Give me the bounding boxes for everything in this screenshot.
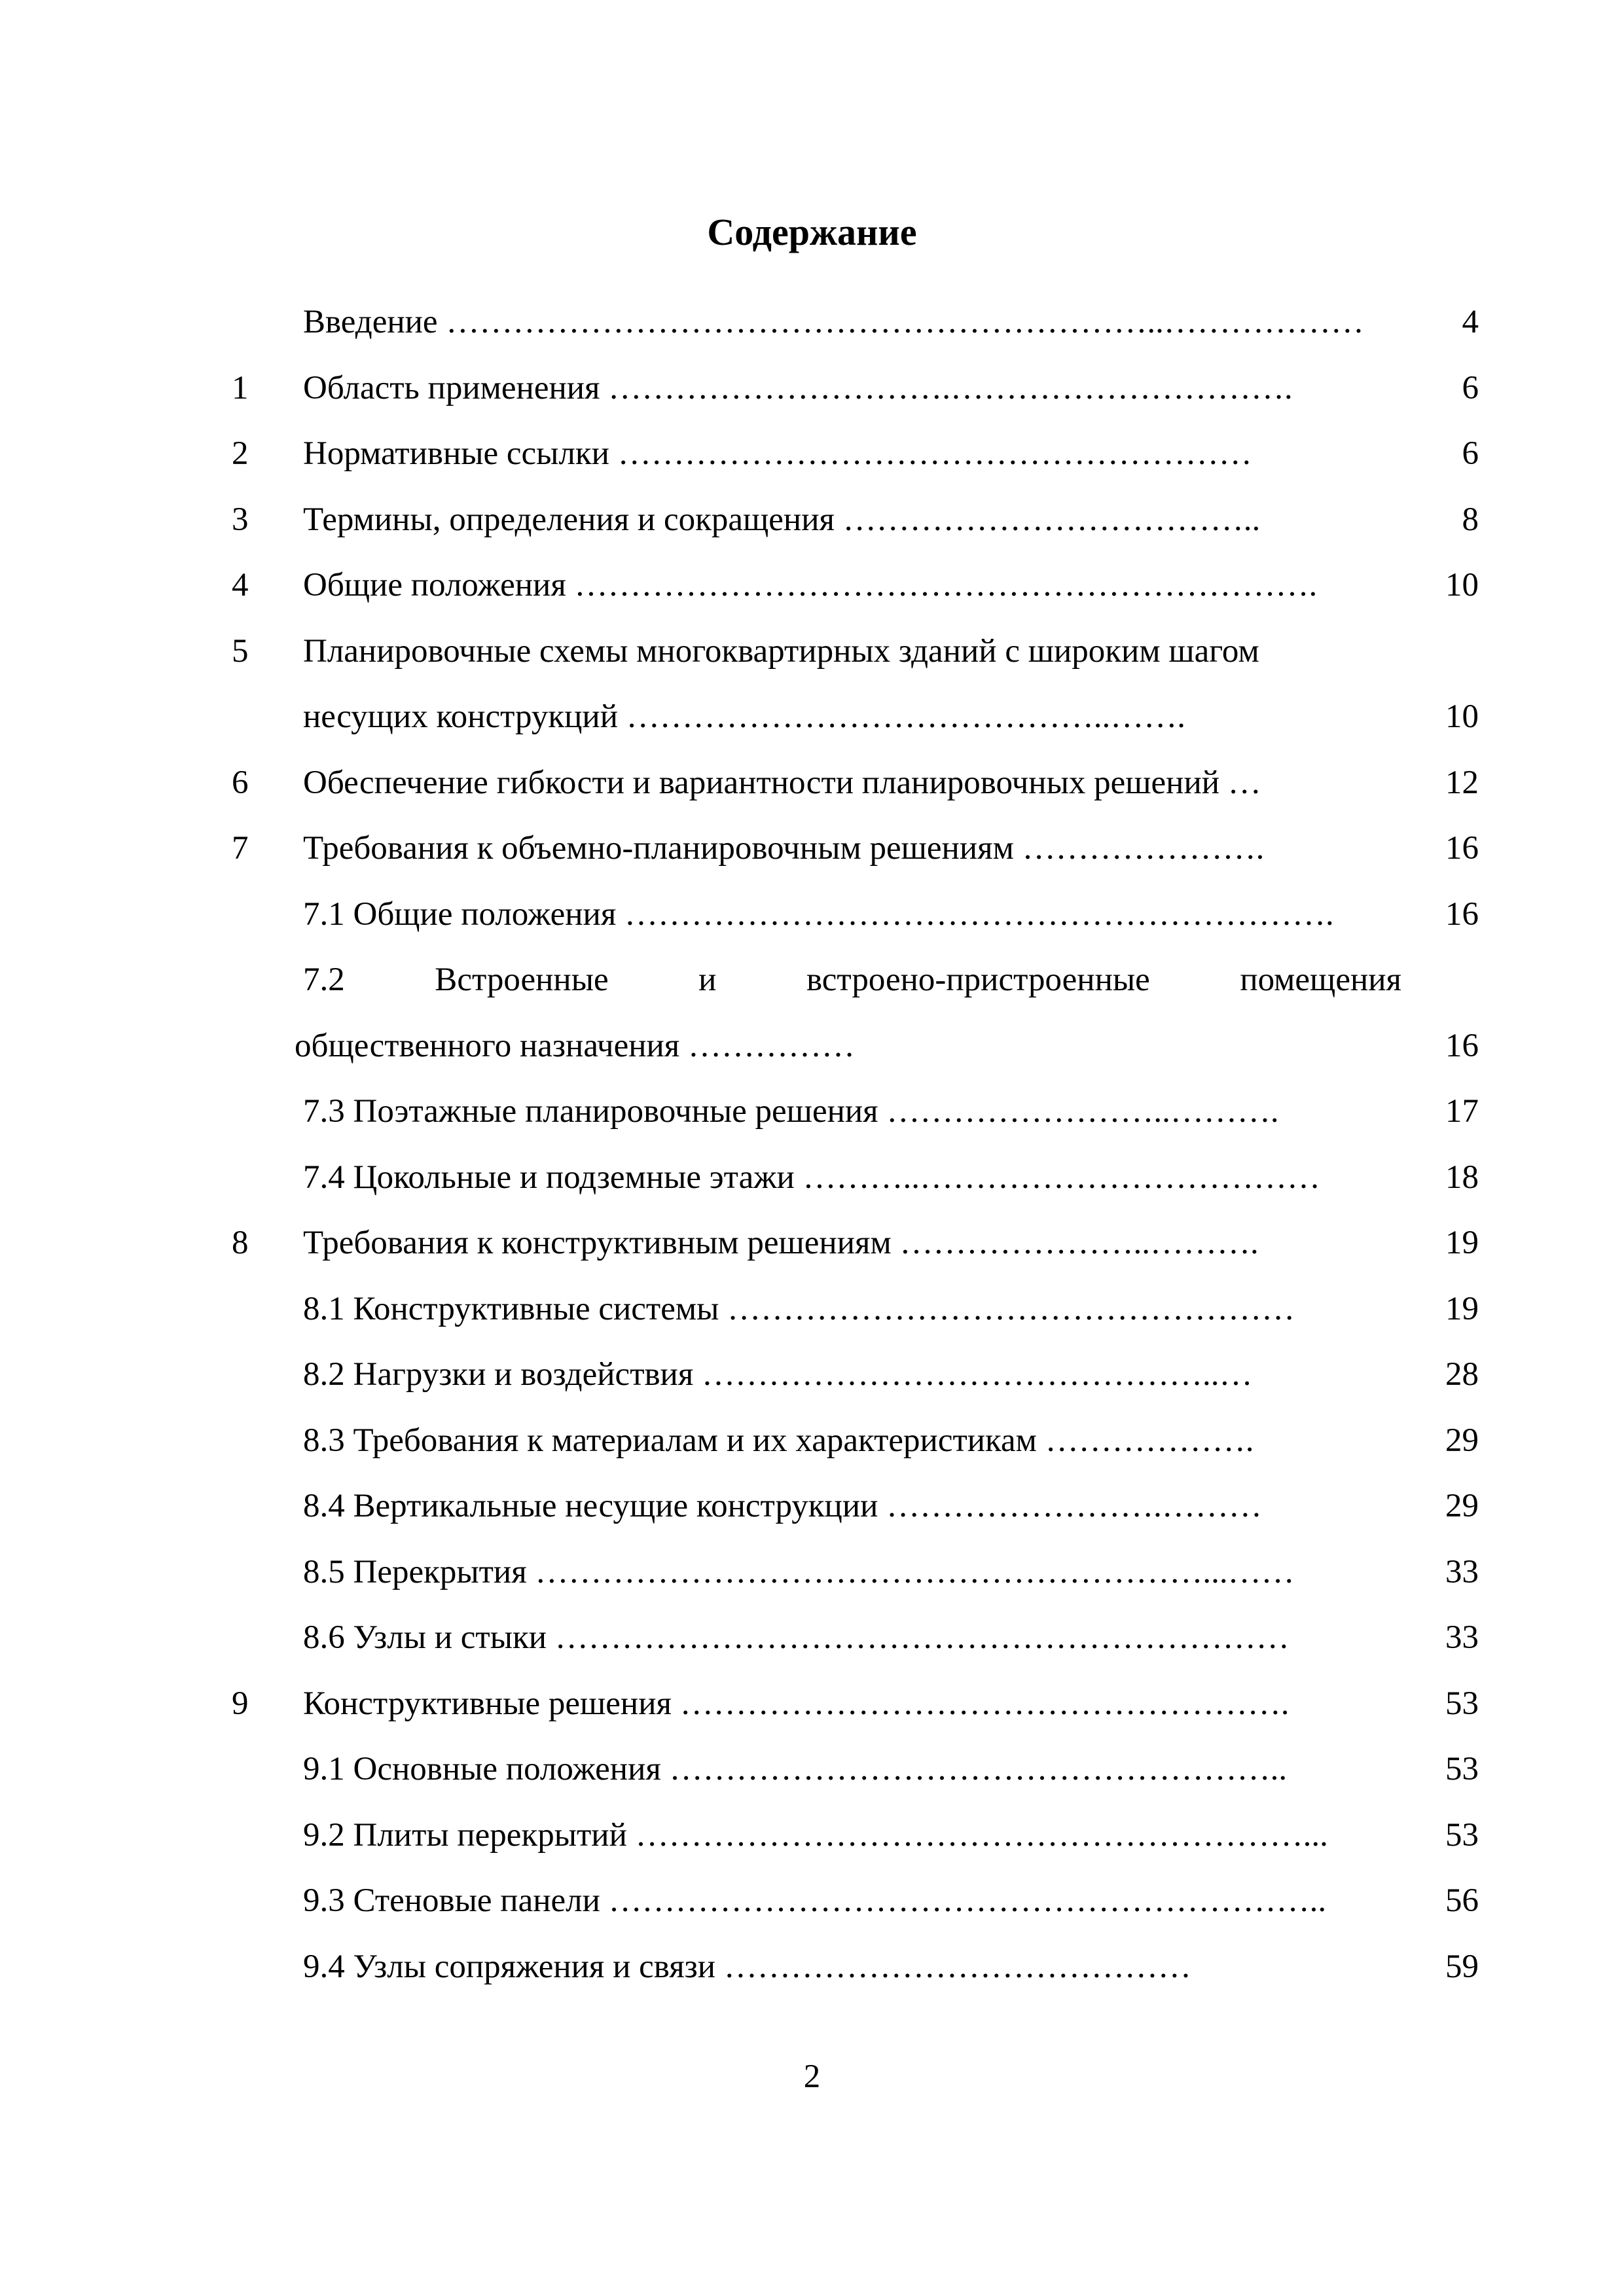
toc-entry-title: 8.5 Перекрытия ……………………………………………………...…… — [303, 1554, 1295, 1590]
toc-entry-title: 9.1 Основные положения ……………………………………………….. — [303, 1751, 1288, 1787]
toc-entry-title: Нормативные ссылки ………………………………………………… — [303, 435, 1252, 472]
toc-entry-9[interactable] — [0, 1687, 1624, 1740]
toc-entry-page: 16 — [1445, 830, 1479, 867]
toc-entry-7-2-continued[interactable] — [0, 1030, 1624, 1082]
toc-entry-number: 3 — [232, 501, 249, 538]
toc-entry-title: Требования к объемно-планировочным решениям …………………. — [303, 830, 1265, 867]
toc-entry-page: 33 — [1445, 1554, 1479, 1590]
toc-entry-page: 4 — [1462, 304, 1479, 340]
toc-entry-5-continued[interactable] — [0, 700, 1624, 753]
toc-entry-number: 2 — [232, 435, 249, 472]
toc-entry-8[interactable] — [0, 1227, 1624, 1279]
toc-entry-title: 7.1 Общие положения ………………………………………………………. — [303, 896, 1334, 933]
toc-entry-number: 9 — [232, 1685, 249, 1722]
toc-entry-7-2[interactable] — [0, 963, 1624, 1016]
toc-entry-page: 17 — [1445, 1093, 1479, 1130]
toc-entry-9-4[interactable] — [0, 1950, 1624, 2003]
toc-entry-9-1[interactable] — [0, 1753, 1624, 1805]
toc-entry-page: 19 — [1445, 1291, 1479, 1327]
toc-entry-page: 12 — [1445, 764, 1479, 801]
toc-entry-2[interactable] — [0, 437, 1624, 490]
toc-entry-page: 53 — [1445, 1685, 1479, 1722]
page-number: 2 — [803, 2058, 821, 2095]
toc-entry-page: 10 — [1445, 567, 1479, 603]
toc-entry-page: 16 — [1445, 1028, 1479, 1064]
toc-entry-number: 7 — [232, 830, 249, 867]
toc-entry-title: Конструктивные решения ………………………………………………. — [303, 1685, 1290, 1722]
toc-entry-title: 8.3 Требования к материалам и их характеристикам ………………. — [303, 1422, 1254, 1459]
toc-entry-page: 29 — [1445, 1488, 1479, 1524]
toc-entry-8-6[interactable] — [0, 1621, 1624, 1674]
page-title: Содержание — [707, 211, 917, 253]
toc-entry-number: 1 — [232, 370, 249, 406]
toc-entry-page: 33 — [1445, 1619, 1479, 1656]
toc-entry-9-3[interactable] — [0, 1884, 1624, 1937]
toc-entry-title: 7.3 Поэтажные планировочные решения ……………………..………. — [303, 1093, 1279, 1130]
toc-entry-page: 16 — [1445, 896, 1479, 933]
toc-entry-title: Область применения ………………………….…………………………. — [303, 370, 1293, 406]
toc-entry-title: 8.1 Конструктивные системы …………………………………………… — [303, 1291, 1295, 1327]
toc-entry-number: 5 — [232, 633, 249, 670]
toc-entry-number: 8 — [232, 1225, 249, 1261]
toc-entry-title: 8.2 Нагрузки и воздействия ………………………………………..… — [303, 1356, 1253, 1393]
toc-entry-page: 18 — [1445, 1159, 1479, 1196]
toc-entry-title: Планировочные схемы многоквартирных зданий с широким шагом — [303, 633, 1259, 670]
toc-entry-3[interactable] — [0, 503, 1624, 556]
toc-entry-title: общественного назначения …………… — [295, 1028, 855, 1064]
toc-entry-8-4[interactable] — [0, 1490, 1624, 1542]
toc-entry-7-1[interactable] — [0, 898, 1624, 950]
toc-entry-5[interactable] — [0, 635, 1624, 687]
toc-entry-title: Введение ………………………………………………………..……………… — [303, 304, 1364, 340]
toc-entry-page: 53 — [1445, 1751, 1479, 1787]
toc-entry-7[interactable] — [0, 832, 1624, 884]
toc-entry-title: 7.4 Цокольные и подземные этажи ………..……………………………… — [303, 1159, 1320, 1196]
toc-entry-title: 7.2 Встроенные и встроено-пристроенные помещения — [303, 961, 1401, 998]
toc-entry-8-5[interactable] — [0, 1556, 1624, 1608]
toc-entry-title: 9.2 Плиты перекрытий ……………………………………………………... — [303, 1817, 1328, 1854]
toc-entry-4[interactable] — [0, 569, 1624, 621]
toc-entry-title: Обеспечение гибкости и вариантности планировочных решений … — [303, 764, 1261, 801]
toc-entry-page: 6 — [1462, 370, 1479, 406]
toc-entry-9-2[interactable] — [0, 1819, 1624, 1871]
toc-entry-page: 10 — [1445, 698, 1479, 735]
toc-entry-title: 8.4 Вертикальные несущие конструкции …………………….……… — [303, 1488, 1262, 1524]
toc-entry-7-4[interactable] — [0, 1161, 1624, 1213]
toc-entry-title: Общие положения …………………………………………………………. — [303, 567, 1318, 603]
toc-entry-7-3[interactable] — [0, 1095, 1624, 1147]
toc-entry-title: несущих конструкций ……………………………………..……. — [303, 698, 1185, 735]
toc-entry-8-2[interactable] — [0, 1358, 1624, 1410]
toc-entry-page: 8 — [1462, 501, 1479, 538]
toc-entry-page: 29 — [1445, 1422, 1479, 1459]
toc-entry-number: 6 — [232, 764, 249, 801]
toc-entry-title: 9.4 Узлы сопряжения и связи …………………………………… — [303, 1948, 1191, 1985]
toc-entry-page: 19 — [1445, 1225, 1479, 1261]
toc-entry-8-3[interactable] — [0, 1424, 1624, 1477]
toc-entry-title: 9.3 Стеновые панели ……………………………………………………….. — [303, 1882, 1327, 1919]
toc-entry-number: 4 — [232, 567, 249, 603]
toc-entry-6[interactable] — [0, 766, 1624, 819]
toc-entry-title: Термины, определения и сокращения ……………………………….. — [303, 501, 1261, 538]
toc-entry-title: 8.6 Узлы и стыки ………………………………………………………… — [303, 1619, 1290, 1656]
toc-entry-8-1[interactable] — [0, 1293, 1624, 1345]
toc-entry-page: 28 — [1445, 1356, 1479, 1393]
toc-entry-page: 53 — [1445, 1817, 1479, 1854]
toc-entry-1[interactable] — [0, 372, 1624, 424]
toc-entry-page: 6 — [1462, 435, 1479, 472]
toc-entry-title: Требования к конструктивным решениям …………………..………. — [303, 1225, 1259, 1261]
toc-entry-intro[interactable] — [0, 306, 1624, 358]
toc-entry-page: 56 — [1445, 1882, 1479, 1919]
toc-entry-page: 59 — [1445, 1948, 1479, 1985]
